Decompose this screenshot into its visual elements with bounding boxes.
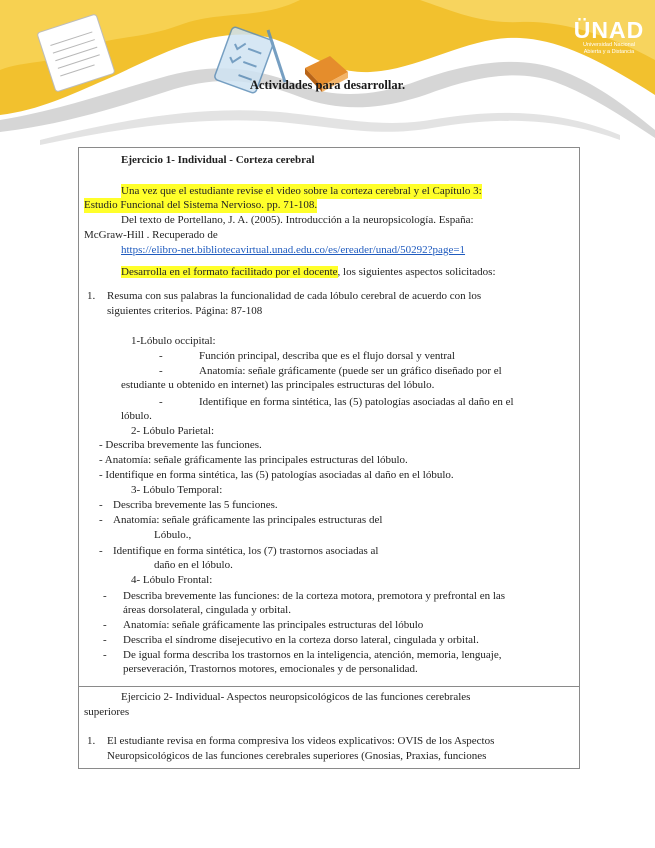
parietal-item-2: - Anatomía: señale gráficamente las principales estructuras del lóbulo. (99, 454, 408, 466)
page-header (0, 0, 655, 150)
occipital-item-1: Función principal, describa que es el flujo dorsal y ventral (199, 350, 455, 362)
item-1-line-2: siguientes criterios. Página: 87-108 (107, 305, 263, 317)
reference-link[interactable]: https://elibro-net.bibliotecavirtual.unad.edu.co/es/ereader/unad/50292?page=1 (121, 244, 466, 256)
frontal-title: 4- Lóbulo Frontal: (131, 574, 213, 586)
logo-subtitle-2: Abierta y a Distancia (583, 49, 635, 55)
reference-line-1: Del texto de Portellano, J. A. (2005). Introducción a la neuropsicología. España: (121, 214, 474, 226)
parietal-item-3: - Identifique en forma sintética, las (5) patologías asociadas al daño en el lóbulo. (99, 469, 454, 481)
item-1-number: 1. (87, 290, 96, 302)
intro-highlight-line-2: Estudio Funcional del Sistema Nervioso. pp. 71-108. (84, 199, 318, 211)
frontal-item-1-line-2: áreas dorsolateral, cingulada y orbital. (123, 604, 291, 616)
exercise-2-heading-line-1: Ejercicio 2- Individual- Aspectos neuropsicológicos de las funciones cerebrales (121, 691, 471, 703)
exercise-1-cell (79, 148, 579, 687)
temporal-item-3-line-2: daño en el lóbulo. (154, 559, 233, 571)
develop-rest: , los siguientes aspectos solicitados: (337, 266, 496, 278)
exercise-1-heading: Ejercicio 1- Individual - Corteza cerebral (121, 154, 315, 166)
header-decoration (0, 0, 655, 150)
exercise-2-cell (79, 687, 579, 768)
temporal-bullet-1: - (99, 499, 103, 511)
temporal-bullet-3: - (99, 545, 103, 557)
temporal-bullet-2: - (99, 514, 103, 526)
frontal-item-2: Anatomía: señale gráficamente las principales estructuras del lóbulo (123, 619, 424, 631)
exercise-2-item-line-2: Neuropsicológicos de las funciones cerebrales superiores (Gnosias, Praxias, funciones (107, 750, 487, 762)
item-1-line-1: Resuma con sus palabras la funcionalidad de cada lóbulo cerebral de acuerdo con los (107, 290, 482, 302)
occipital-item-2-line-2: estudiante u obtenido en internet) las principales estructuras del lóbulo. (121, 379, 435, 391)
logo-brand: ÜNAD (573, 17, 645, 43)
occipital-bullet-3: - (159, 396, 163, 408)
temporal-item-2-line-2: Lóbulo., (154, 529, 192, 541)
frontal-item-4-line-2: perseveración, Trastornos motores, emocionales y de personalidad. (123, 663, 418, 675)
frontal-bullet-2: - (103, 619, 107, 631)
intro-highlight-line-1: Una vez que el estudiante revise el video sobre la corteza cerebral y el Capítulo 3: (121, 185, 482, 197)
activities-table (78, 147, 580, 769)
reference-line-2: McGraw-Hill . Recuperado de (84, 229, 218, 241)
occipital-bullet-2: - (159, 365, 163, 377)
temporal-item-1: Describa brevemente las 5 funciones. (113, 499, 278, 511)
document-title: Actividades para desarrollar. (249, 78, 406, 92)
exercise-2-item-number: 1. (87, 735, 96, 747)
frontal-item-4-line-1: De igual forma describa los trastornos en la inteligencia, atención, memoria, lenguaje, (123, 649, 502, 661)
frontal-item-3: Describa el síndrome disejecutivo en la corteza dorso lateral, cingulada y orbital. (123, 634, 479, 646)
frontal-bullet-4: - (103, 649, 107, 661)
occipital-item-3-line-2: lóbulo. (121, 410, 152, 422)
parietal-item-1: - Describa brevemente las funciones. (99, 439, 262, 451)
frontal-bullet-3: - (103, 634, 107, 646)
temporal-title: 3- Lóbulo Temporal: (131, 484, 223, 496)
temporal-item-2-line-1: Anatomía: señale gráficamente las principales estructuras del (113, 514, 383, 526)
exercise-2-heading-line-2: superiores (84, 706, 130, 718)
temporal-item-3-line-1: Identifique en forma sintética, los (7) trastornos asociadas al (113, 545, 379, 557)
parietal-title: 2- Lóbulo Parietal: (131, 425, 215, 437)
occipital-item-3-line-1: Identifique en forma sintética, las (5) patologías asociadas al daño en el (199, 396, 514, 408)
frontal-bullet-1: - (103, 590, 107, 602)
occipital-bullet-1: - (159, 350, 163, 362)
frontal-item-1-line-1: Describa brevemente las funciones: de la corteza motora, premotora y prefrontal en las (123, 590, 506, 602)
logo-subtitle-1: Universidad Nacional (583, 42, 635, 48)
exercise-2-item-line-1: El estudiante revisa en forma compresiva los videos explicativos: OVIS de los Aspectos (107, 735, 495, 747)
occipital-title: 1-Lóbulo occipital: (131, 335, 216, 347)
occipital-item-2-line-1: Anatomía: señale gráficamente (puede ser un gráfico diseñado por el (199, 365, 502, 377)
unad-logo (568, 6, 650, 66)
develop-instruction (121, 265, 496, 280)
develop-highlight: Desarrolla en el formato facilitado por el docente (121, 266, 338, 278)
